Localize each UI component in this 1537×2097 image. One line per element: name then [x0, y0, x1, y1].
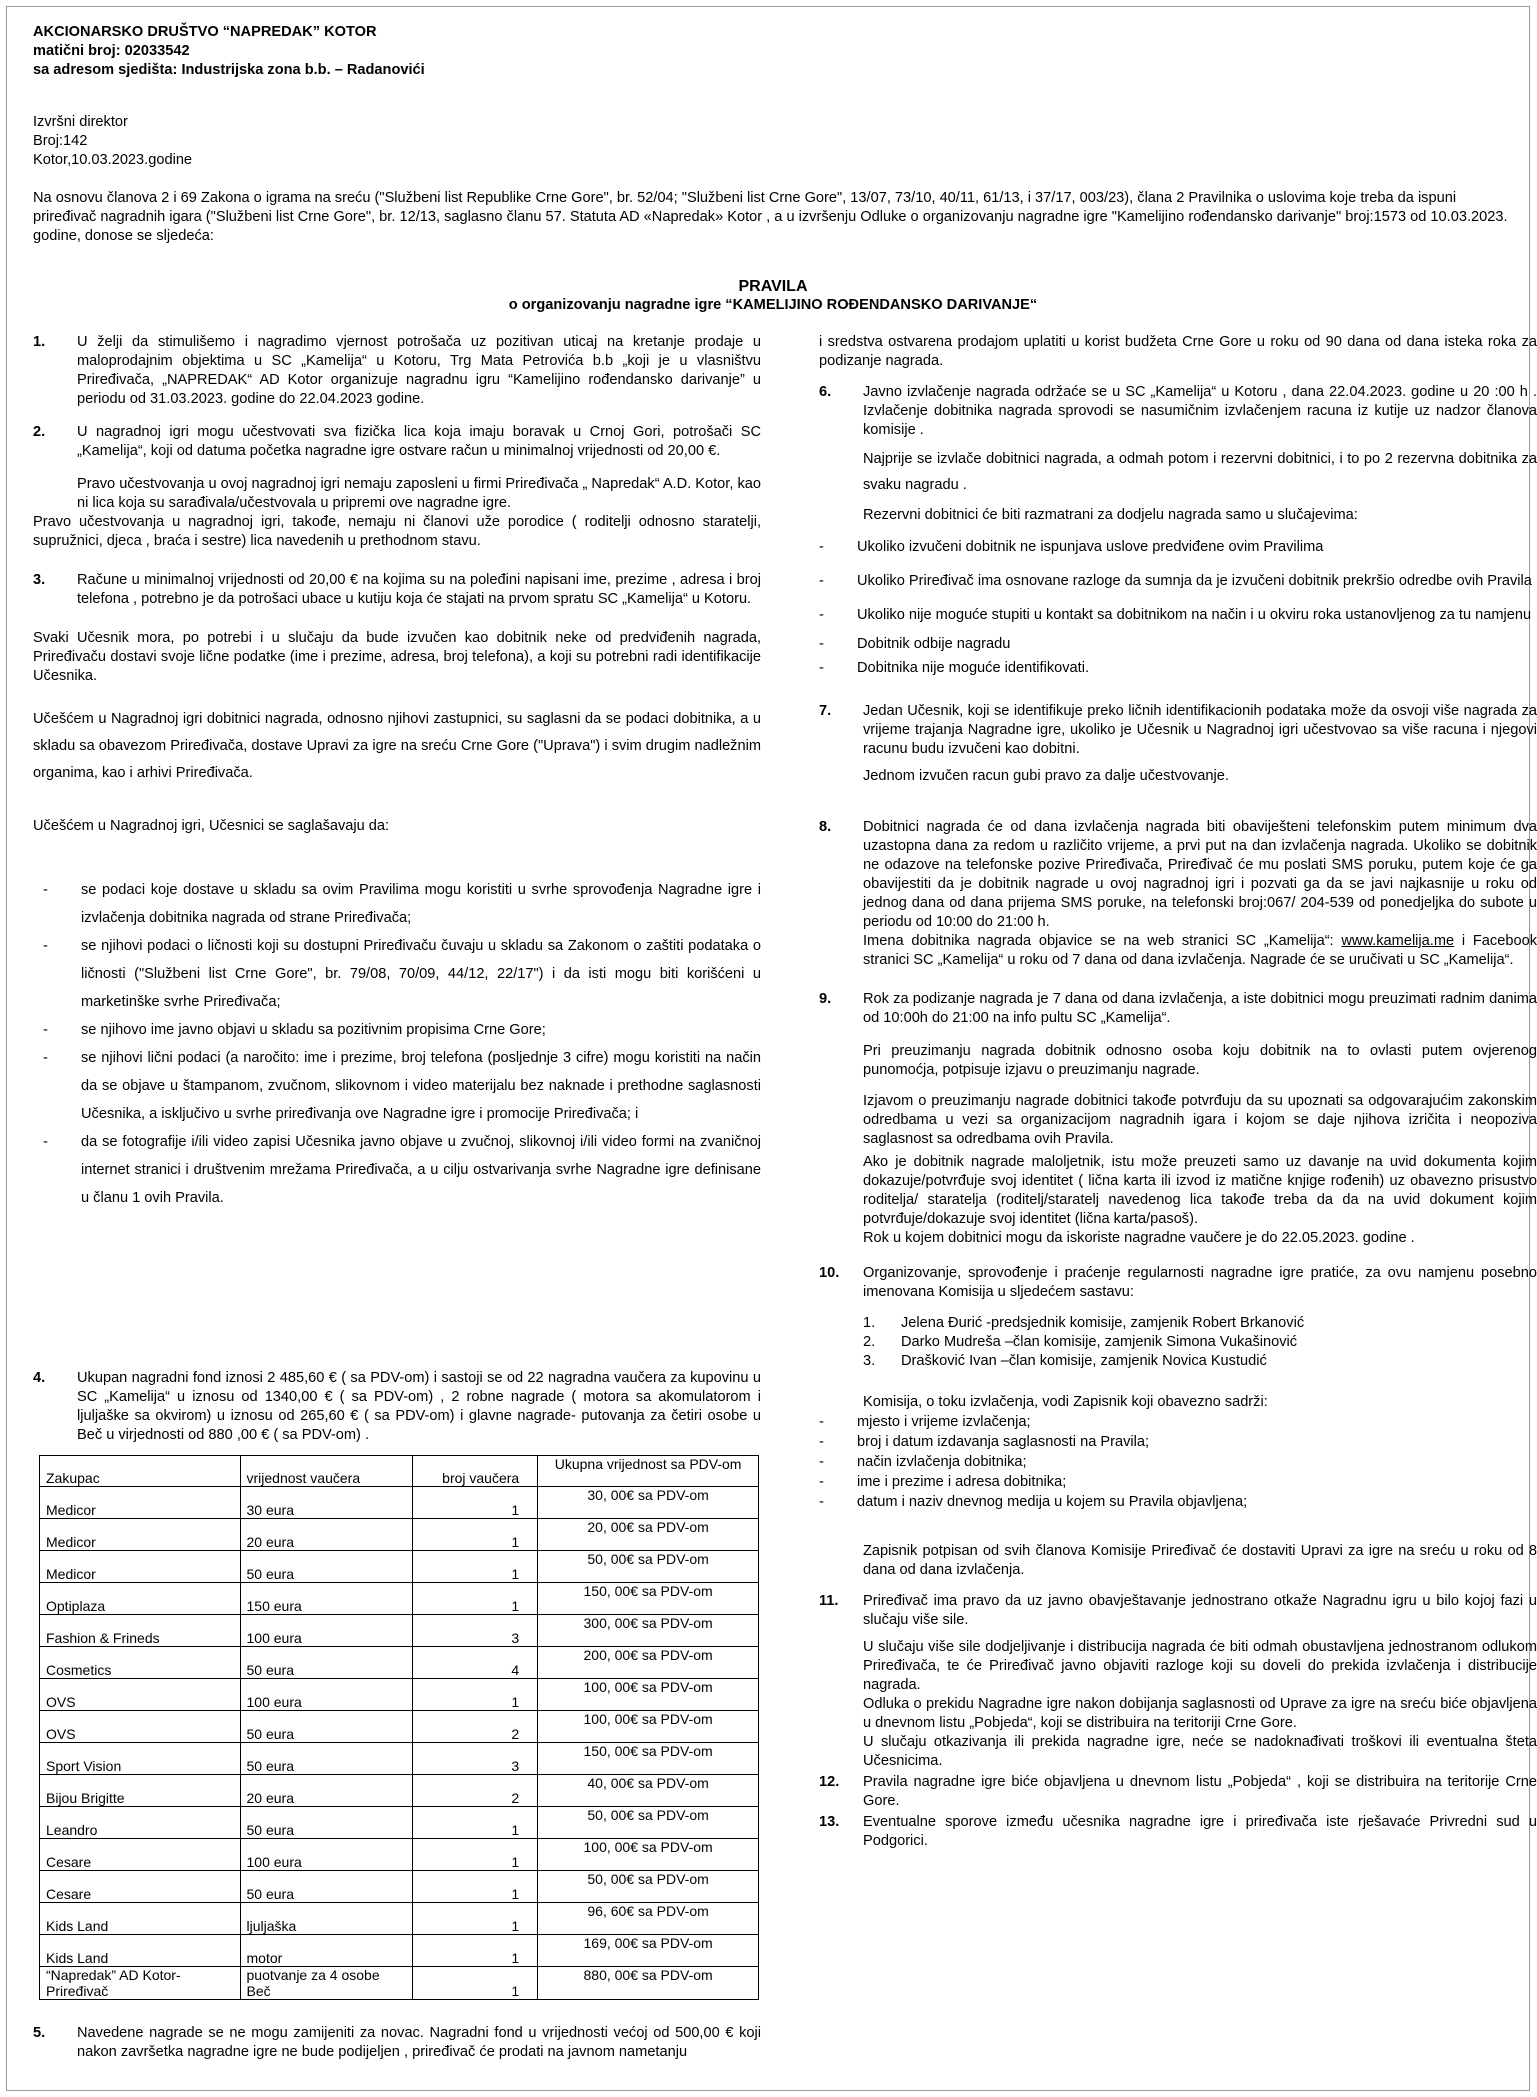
- table-cell: 100 eura: [240, 1679, 412, 1711]
- section-11-force-majeure: U slučaju više sile dodjeljivanje i distribucija nagrada će biti odmah obustavljena jednostranom odlukom Priređivača, te će Priređivač javno objaviti razloge koji su doveli do prekida izvlačenja i distribucije nagrada.: [863, 1639, 1537, 1693]
- table-cell: 50 eura: [240, 1807, 412, 1839]
- table-cell: 2: [412, 1711, 538, 1743]
- section-5-continuation: i sredstva ostvarena prodajom uplatiti u korist budžeta Crne Gore u roku od 90 dana od dana isteka roka za podizanje nagrada.: [819, 334, 1537, 369]
- list-item: - broj i datum izdavanja saglasnosti na Pravila;: [819, 1434, 1150, 1450]
- section-3: [33, 571, 761, 609]
- table-cell: “Napredak” AD Kotor-Priređivač: [40, 1967, 241, 2000]
- section-text: Račune u minimalnoj vrijednosti od 20,00 € na kojima su na poleđini napisani ime, prezime , adresa i broj telefona , potrebno je da potrošaci ubace u kutiju koja će stajati na prvom spratu SC „Kamelija“ u Kotoru.: [77, 572, 761, 607]
- table-cell: 1: [412, 1839, 538, 1871]
- table-cell: 300, 00€ sa PDV-om: [538, 1615, 759, 1647]
- table-cell: 150 eura: [240, 1583, 412, 1615]
- table-cell: 50, 00€ sa PDV-om: [538, 1551, 759, 1583]
- column-header: Zakupac: [40, 1456, 241, 1487]
- table-cell: 200, 00€ sa PDV-om: [538, 1647, 759, 1679]
- section-9-statement: Izjavom o preuzimanju nagrade dobitnici takođe potvrđuju da su upoznati sa odgovarajućim zakonskim odredbama u vezi sa organizacijom nagradnih igara i kojom se daje njihova izričita i neopoziva saglasnost sa odredbama ovih Pravila.: [863, 1093, 1537, 1147]
- table-cell: 30, 00€ sa PDV-om: [538, 1487, 759, 1519]
- document-body: [33, 17, 1537, 2077]
- table-cell: Leandro: [40, 1807, 241, 1839]
- section-text: U nagradnoj igri mogu učestvovati sva fizička lica koja imaju boravak u Crnoj Gori, potrošači SC „Kamelija“, koji od datuma početka nagradne igre ostvare račun u minimalnoj vrijednosti od 20,00 €.: [77, 424, 761, 459]
- title-sub: o organizovanju nagradne igre “KAMELIJINO ROĐENDANSKO DARIVANJE“: [508, 297, 1038, 313]
- table-row: [40, 1775, 759, 1807]
- document-title: [33, 277, 1513, 315]
- place-date: Kotor,10.03.2023.godine: [33, 152, 193, 168]
- section-text: Dobitnici nagrada će od dana izvlačenja nagrada biti obaviješteni telefonskim putem minimum dva uzastopna dana za redom u različito vrijeme, a prvi put na dan izvlačenja nagrada. Ukoliko se dobitnik ne odazove na telefonske pozive Priređivača, Priređivač će mu poslati SMS poruku, putem koje će ga obavijestiti da je dobitnik nagrade u ovoj nagradnoj igri i pozvati ga da se javi najkasnije u roku od jednog dana od dana prijema SMS poruke, na telefonski broj:067/ 204-539 od ponedjeljka do subote u periodu od 10:00 do 21:00 h.: [863, 819, 1537, 930]
- list-item: - se njihovi lični podaci (a naročito: ime i prezime, broj telefona (posljednje 3 cifre) mogu koristiti na način da se objave u štampanom, zvučnom, slikovnom i video materijalu bez naknade i prethodne saglasnosti Učesnika, a isključivo u svrhe priređivanja ove Nagradne igre i promocije Priređivača; i: [43, 1050, 761, 1122]
- prize-table: [39, 1455, 759, 2000]
- section-number: 10.: [819, 1265, 840, 1281]
- reserve-cases-list: [819, 532, 1537, 678]
- table-cell: 1: [412, 1551, 538, 1583]
- consent-list: [33, 876, 761, 1212]
- minutes-contents-list: [819, 1412, 1537, 1512]
- list-item: - da se fotografije i/ili video zapisi Učesnika javno objave u zvučnoj, slikovnoj i/ili video formi na zvaničnoj internet stranici i društvenim mrežama Priređivača, a u cilju ostvarivanja svrhe Nagradne igre definisane u članu 1 ovih Pravila.: [43, 1134, 761, 1206]
- section-number: 11.: [819, 1593, 839, 1609]
- document-page: [6, 6, 1537, 2091]
- table-row: [40, 1551, 759, 1583]
- section-4: [33, 1369, 761, 1445]
- table-row: [40, 1583, 759, 1615]
- list-item: 2. Darko Mudreša –član komisije, zamjenik Simona Vukašinović: [863, 1334, 1298, 1350]
- table-row: [40, 1839, 759, 1871]
- section-number: 9.: [819, 991, 832, 1007]
- table-cell: 4: [412, 1647, 538, 1679]
- table-cell: 1: [412, 1807, 538, 1839]
- section-text: Rok za podizanje nagrada je 7 dana od dana izvlačenja, a iste dobitnici mogu preuzimati radnim danima od 10:00h do 21:00 na info pultu SC „Kamelija“.: [863, 991, 1537, 1026]
- participant-consent-intro: Učešćem u Nagradnoj igri, Učesnici se saglašavaju da:: [33, 818, 390, 834]
- section-text: Ukupan nagradni fond iznosi 2 485,60 € ( sa PDV-om) i sastoji se od 22 nagradna vaučera za kupovinu u SC „Kamelija“ u iznosu od 1340,00 € ( sa PDV-om) , 2 robne nagrade ( motora sa akomulatorom i ljuljaške sa okvirom) u iznosu od 265,60 € ( sa PDV-om) i glavne nagrade- putovanja za četiri osobe u Beč u virjednosti od 880 ,00 € ( sa PDV-om) .: [77, 1370, 761, 1443]
- section-number: 1.: [33, 334, 46, 350]
- left-column: [33, 333, 761, 1222]
- table-row: [40, 1743, 759, 1775]
- section-8: [819, 818, 1537, 932]
- table-cell: 30 eura: [240, 1487, 412, 1519]
- table-row: [40, 1935, 759, 1967]
- table-cell: 2: [412, 1775, 538, 1807]
- website-link[interactable]: www.kamelija.me: [1341, 933, 1455, 949]
- list-item: - Dobitnika nije moguće identifikovati.: [819, 660, 1090, 676]
- section-text: Javno izvlačenje nagrada održaće se u SC „Kamelija“ u Kotoru , dana 22.04.2023. godine u 20 :00 h . Izvlačenje dobitnika nagrada sprovodi se nasumičnim izvlačenjem racuna iz kutije uz nadzor članova komisije .: [863, 384, 1537, 438]
- table-row: [40, 1679, 759, 1711]
- table-cell: OVS: [40, 1679, 241, 1711]
- section-text: U želji da stimulišemo i nagradimo vjernost potrošača uz pozitivan uticaj na kretanje prodaje u maloprodajnim objektima u SC „Kamelija“ u Kotoru, Trg Mata Petrovića b.b „koji je u vlasništvu Priređivača, „NAPREDAK“ AD Kotor organizuje nagradnu igru “Kamelijino rođendansko darivanje” u periodu od 31.03.2023. godine do 22.04.2023 godine.: [77, 334, 761, 407]
- section-10-minutes: Komisija, o toku izvlačenja, vodi Zapisnik koji obavezno sadrži:: [863, 1394, 1268, 1410]
- table-cell: Cosmetics: [40, 1647, 241, 1679]
- table-cell: puotvanje za 4 osobe Beč: [240, 1967, 412, 2000]
- table-cell: 50, 00€ sa PDV-om: [538, 1807, 759, 1839]
- list-item: - Ukoliko Priređivač ima osnovane razloge da sumnja da je izvučeni dobitnik prekršio odredbe ovih Pravila: [819, 573, 1532, 589]
- section-number: 5.: [33, 2025, 46, 2041]
- preamble: Na osnovu članova 2 i 69 Zakona o igrama na sreću ("Službeni list Republike Crne Gore", br. 52/04; "Službeni list Crne Gore", 13/07, 73/10, 40/11, 61/13, i 37/17, 003/23), člana 2 Pravilnika o uslovima koje treba da ispuni priređivač nagradnih igara ("Službeni list Crne Gore", br. 12/13, saglasno članu 57. Statuta AD «Napredak» Kotor , a u izvršenju Odluke o organizovanju nagradne igre "Kamelijino rođendansko darivanje" broj:1573 od 10.03.2023. godine, donose se sljedeća:: [33, 190, 1508, 244]
- section-11: [819, 1592, 1537, 1630]
- column-header: broj vaučera: [412, 1456, 538, 1487]
- column-header: Ukupna vrijednost sa PDV-om: [538, 1456, 759, 1487]
- section-11-publication: Odluka o prekidu Nagradne igre nakon dobijanja saglasnosti od Uprave za igre na sreću biće objavljena u dnevnom listu „Pobjeda“, koji se distribuira na teritoriji Crne Gore.: [863, 1696, 1537, 1731]
- table-cell: 100, 00€ sa PDV-om: [538, 1679, 759, 1711]
- table-cell: 150, 00€ sa PDV-om: [538, 1743, 759, 1775]
- table-cell: 169, 00€ sa PDV-om: [538, 1935, 759, 1967]
- section-number: 7.: [819, 703, 832, 719]
- table-cell: 100 eura: [240, 1615, 412, 1647]
- table-cell: 1: [412, 1967, 538, 2000]
- table-cell: motor: [240, 1935, 412, 1967]
- table-cell: 50 eura: [240, 1711, 412, 1743]
- section-1: [33, 333, 761, 409]
- table-cell: ljuljaška: [240, 1903, 412, 1935]
- list-item: - mjesto i vrijeme izvlačenja;: [819, 1414, 1031, 1430]
- section-number: 8.: [819, 819, 832, 835]
- list-item: - Ukoliko izvučeni dobitnik ne ispunjava uslove predviđene ovim Pravilima: [819, 539, 1324, 555]
- table-cell: 50 eura: [240, 1551, 412, 1583]
- title-main: PRAVILA: [738, 278, 808, 295]
- section-2-family-exclusion: Pravo učestvovanja u nagradnoj igri, takođe, nemaju ni članovi uže porodice ( roditelji odnosno staratelji, supružnici, djeca , braća i sestre) lica navedenih u prethodnom stavu.: [33, 514, 761, 549]
- table-cell: Bijou Brigitte: [40, 1775, 241, 1807]
- table-cell: Kids Land: [40, 1903, 241, 1935]
- table-cell: 20 eura: [240, 1775, 412, 1807]
- list-item: - se podaci koje dostave u skladu sa ovim Pravilima mogu koristiti u svrhe sprovođenja Nagradne igre i izvlačenja dobitnika nagrada od strane Priređivača;: [43, 882, 761, 926]
- company-name: AKCIONARSKO DRUŠTVO “NAPREDAK” KOTOR: [33, 24, 377, 40]
- table-row: [40, 1615, 759, 1647]
- table-cell: 50 eura: [240, 1871, 412, 1903]
- table-cell: Medicor: [40, 1487, 241, 1519]
- section-6: [819, 383, 1537, 440]
- table-cell: Kids Land: [40, 1935, 241, 1967]
- right-column: [819, 333, 1537, 1851]
- table-cell: Medicor: [40, 1519, 241, 1551]
- table-cell: 40, 00€ sa PDV-om: [538, 1775, 759, 1807]
- document-number: Broj:142: [33, 133, 88, 149]
- section-number: 4.: [33, 1370, 46, 1386]
- table-cell: OVS: [40, 1711, 241, 1743]
- participant-obligation: Svaki Učesnik mora, po potrebi i u slučaju da bude izvučen kao dobitnik neke od predviđenih nagrada, Priređivaču dostavi svoje lične podatke (ime i prezime, adresa, broj telefona), a koji su potrebni radi identifikacije Učesnika.: [33, 630, 761, 684]
- list-item: - način izvlačenja dobitnika;: [819, 1454, 1027, 1470]
- table-cell: 1: [412, 1583, 538, 1615]
- section-7-note: Jednom izvučen racun gubi pravo za dalje učestvovanje.: [863, 768, 1229, 784]
- left-lower: [33, 1369, 761, 2076]
- section-9-minor: Ako je dobitnik nagrade maloljetnik, istu može preuzeti samo uz davanje na uvid dokumenta kojim dokazuje/potvrđuje svoj identitet ( lična karta ili izvod iz matične knjige rođenih) uz obavezno prisustvo roditelja/ staratelja (roditelj/staratelj navedenog lica takođe treba da da na uvid dokument kojim potvrđuje/dokazuje svoj identitet (lična karta/pasoš).: [863, 1154, 1537, 1227]
- list-item: 1. Jelena Đurić -predsjednik komisije, zamjenik Robert Brkanović: [863, 1315, 1305, 1331]
- section-10: [819, 1264, 1537, 1302]
- table-cell: 100 eura: [240, 1839, 412, 1871]
- table-row: [40, 1871, 759, 1903]
- company-address: sa adresom sjedišta: Industrijska zona b.b. – Radanovići: [33, 62, 425, 78]
- document-meta: [33, 113, 192, 170]
- table-cell: 1: [412, 1935, 538, 1967]
- table-header-row: [40, 1456, 759, 1487]
- section-2-exclusion: Pravo učestvovanja u ovoj nagradnoj igri nemaju zaposleni u firmi Priređivača „ Napredak“ A.D. Kotor, kao ni lica koja su sarađivala/učestvovala u pripremi ove nagradne igre.: [77, 476, 761, 511]
- table-cell: 20 eura: [240, 1519, 412, 1551]
- table-cell: 96, 60€ sa PDV-om: [538, 1903, 759, 1935]
- table-cell: Cesare: [40, 1839, 241, 1871]
- section-text: Eventualne sporove između učesnika nagradne igre i priređivača iste rješavaće Privredni sud u Podgorici.: [863, 1814, 1537, 1849]
- table-cell: 1: [412, 1871, 538, 1903]
- table-cell: 1: [412, 1487, 538, 1519]
- table-row: [40, 1711, 759, 1743]
- section-number: 13.: [819, 1814, 840, 1830]
- list-item: - ime i prezime i adresa dobitnika;: [819, 1474, 1067, 1490]
- section-text: Pravila nagradne igre biće objavljena u dnevnom listu „Pobjeda“ , koji se distribuira na teritorije Crne Gore.: [863, 1774, 1537, 1809]
- table-cell: 3: [412, 1743, 538, 1775]
- table-cell: 50, 00€ sa PDV-om: [538, 1871, 759, 1903]
- list-item: - Ukoliko nije moguće stupiti u kontakt sa dobitnikom na način i u okviru roka ustanovljenog za tu namjenu: [819, 607, 1532, 623]
- table-row: [40, 1807, 759, 1839]
- section-9: [819, 990, 1537, 1028]
- section-number: 3.: [33, 572, 46, 588]
- table-cell: 100, 00€ sa PDV-om: [538, 1839, 759, 1871]
- section-6-reserve: Najprije se izvlače dobitnici nagrada, a odmah potom i rezervni dobitnici, i to po 2 rezervna dobitnika za svaku nagradu .: [863, 451, 1537, 493]
- company-reg-number: matični broj: 02033542: [33, 43, 190, 59]
- section-11-costs: U slučaju otkazivanja ili prekida nagradne igre, neće se nadoknađivati troškovi ili eventualna šteta Učesnicima.: [863, 1734, 1537, 1769]
- table-row: [40, 1647, 759, 1679]
- section-8-announcement: Imena dobitnika nagrada objavice se na web stranici SC „Kamelija“: www.kamelija.me i Facebook stranici SC „Kamelija“ u roku od 7 dana od dana izvlačenja. Nagrade će se uručivati u SC „Kamelija“.: [863, 933, 1537, 968]
- table-cell: Sport Vision: [40, 1743, 241, 1775]
- section-number: 12.: [819, 1774, 840, 1790]
- section-9-deadline: Rok u kojem dobitnici mogu da iskoriste nagradne vaučere je do 22.05.2023. godine .: [863, 1230, 1415, 1246]
- list-item: - datum i naziv dnevnog medija u kojem su Pravila objavljena;: [819, 1494, 1248, 1510]
- section-text: Jedan Učesnik, koji se identifikuje preko ličnih identifikacionih podataka može da osvoji više nagrada za vrijeme trajanja Nagradne igre, ukoliko je Učesnik u Nagradnoj igri učestvovao sa više racuna i njegovi racunu budu izvučeni kao dobitni.: [863, 703, 1537, 757]
- table-cell: 880, 00€ sa PDV-om: [538, 1967, 759, 2000]
- column-header: vrijednost vaučera: [240, 1456, 412, 1487]
- table-cell: 1: [412, 1679, 538, 1711]
- table-row: [40, 1487, 759, 1519]
- table-cell: 1: [412, 1903, 538, 1935]
- section-10-submission: Zapisnik potpisan od svih članova Komisije Priređivač će dostaviti Upravi za igre na sreću u roku od 8 dana od dana izvlačenja.: [863, 1543, 1537, 1578]
- table-cell: 100, 00€ sa PDV-om: [538, 1711, 759, 1743]
- table-cell: Medicor: [40, 1551, 241, 1583]
- table-row: [40, 1903, 759, 1935]
- section-13: [819, 1813, 1537, 1851]
- table-cell: 20, 00€ sa PDV-om: [538, 1519, 759, 1551]
- table-cell: 1: [412, 1519, 538, 1551]
- table-row: [40, 1519, 759, 1551]
- section-number: 2.: [33, 424, 46, 440]
- table-cell: Optiplaza: [40, 1583, 241, 1615]
- section-text: Navedene nagrade se ne mogu zamijeniti za novac. Nagradni fond u vrijednosti većoj od 500,00 € koji nakon završetka nagradne igre ne bude podijeljen , priređivač će prodati na javnom nametanju: [77, 2025, 761, 2060]
- list-item: - Dobitnik odbije nagradu: [819, 636, 1011, 652]
- table-cell: 50 eura: [240, 1743, 412, 1775]
- table-cell: 150, 00€ sa PDV-om: [538, 1583, 759, 1615]
- winner-consent: Učešćem u Nagradnoj igri dobitnici nagrada, odnosno njihovi zastupnici, su saglasni da se podaci dobitnika, a u skladu sa obavezom Priređivača, dostave Upravi za igre na sreću Crne Gore ("Uprava") i svim drugim nadležnim organima, kao i arhivi Priređivača.: [33, 711, 761, 781]
- list-item: 3. Drašković Ivan –član komisije, zamjenik Novica Kustudić: [863, 1353, 1267, 1369]
- signatory-role: Izvršni direktor: [33, 114, 128, 130]
- section-text: Priređivač ima pravo da uz javno obavještavanje jednostrano otkaže Nagradnu igru u bilo kojoj fazi u slučaju više sile.: [863, 1593, 1537, 1628]
- table-cell: 50 eura: [240, 1647, 412, 1679]
- list-item: - se njihovo ime javno objavi u skladu sa pozitivnim propisima Crne Gore;: [43, 1022, 546, 1038]
- table-cell: Fashion & Frineds: [40, 1615, 241, 1647]
- table-cell: Cesare: [40, 1871, 241, 1903]
- section-5: [33, 2024, 761, 2062]
- list-item: - se njihovi podaci o ličnosti koji su dostupni Priređivaču čuvaju u skladu sa Zakonom o zaštiti podataka o ličnosti ("Službeni list Crne Gore", br. 79/08, 70/09, 44/12, 22/17") i da isti mogu biti korišćeni u marketinške svrhe Priređivača;: [43, 938, 761, 1010]
- commission-members: [819, 1314, 1537, 1371]
- section-2: [33, 423, 761, 461]
- table-cell: 3: [412, 1615, 538, 1647]
- section-12: [819, 1773, 1537, 1811]
- table-row: [40, 1967, 759, 2000]
- section-9-pickup: Pri preuzimanju nagrada dobitnik odnosno osoba koju dobitnik na to ovlasti putem ovjerenog punomoćja, potpisuje izjavu o preuzimanju nagrade.: [863, 1043, 1537, 1078]
- company-header: [33, 23, 425, 80]
- section-text: Organizovanje, sprovođenje i praćenje regularnosti nagradne igre pratiće, za ovu namjenu posebno imenovana Komisija u sljedećem sastavu:: [863, 1265, 1537, 1300]
- section-number: 6.: [819, 384, 832, 400]
- section-7: [819, 702, 1537, 759]
- section-6-reserve-cases: Rezervni dobitnici će biti razmatrani za dodjelu nagrada samo u slučajevima:: [863, 507, 1358, 523]
